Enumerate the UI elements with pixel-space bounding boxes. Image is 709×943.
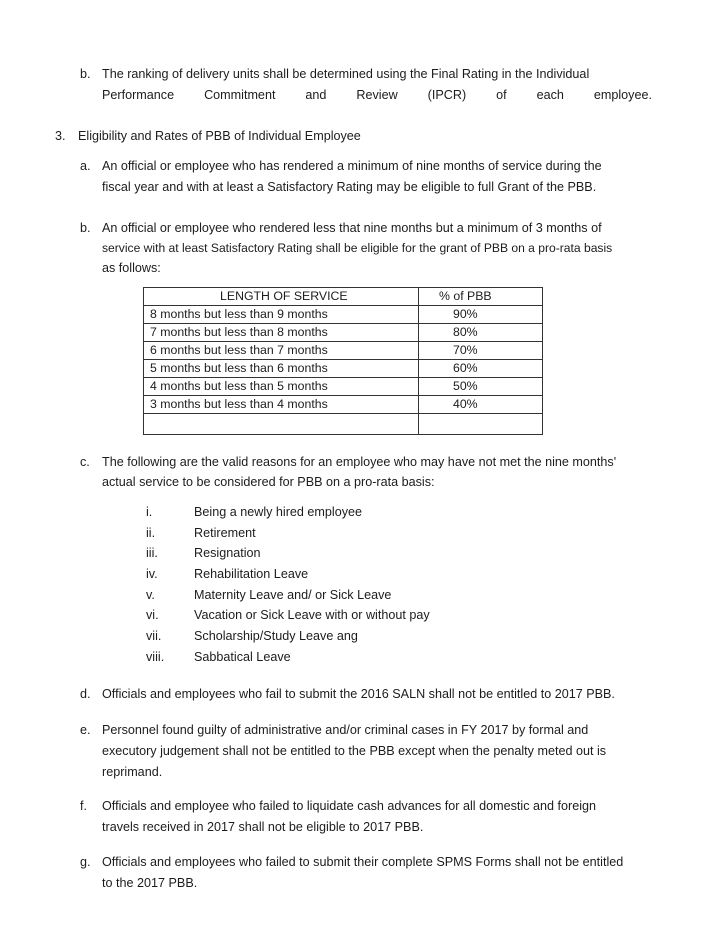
list-item-text: Sabbatical Leave xyxy=(194,649,291,664)
list-item-text: Being a newly hired employee xyxy=(194,505,363,519)
table-cell-length: 4 months but less than 5 months xyxy=(144,378,419,396)
list-item-number: i. xyxy=(146,505,153,519)
table-header-percent: % of PBB xyxy=(418,288,542,306)
list-item-number: vi. xyxy=(146,608,159,623)
para-d-line1: Officials and employees who fail to submit the 2016 SALN shall not be entitled to 2017 PBB. xyxy=(102,687,615,701)
para-g-line2: to the 2017 PBB. xyxy=(102,876,198,890)
table-cell-percent: 50% xyxy=(418,378,542,396)
para-d-label: d. xyxy=(80,687,91,701)
para-c-line2: actual service to be considered for PBB on a pro-rata basis: xyxy=(102,475,435,489)
para-b-label: b. xyxy=(80,221,91,235)
para-f-line2: travels received in 2017 shall not be eligible to 2017 PBB. xyxy=(102,820,424,834)
list-item-text: Resignation xyxy=(194,546,261,561)
list-item-text: Scholarship/Study Leave ang xyxy=(194,629,358,644)
para-e-line3: reprimand. xyxy=(102,765,163,779)
pbb-rate-table xyxy=(143,287,543,435)
table-empty-row xyxy=(144,414,543,435)
table-header-length: LENGTH OF SERVICE xyxy=(144,288,419,306)
table-empty-cell xyxy=(418,414,542,435)
para-a-line2: fiscal year and with at least a Satisfactory Rating may be eligible to full Grant of the PBB. xyxy=(102,180,597,194)
para-b-top-line2: Performance Commitment and Review (IPCR) of each employee. xyxy=(102,88,652,102)
list-item-number: ii. xyxy=(146,525,156,540)
para-f-line1: Officials and employee who failed to liquidate cash advances for all domestic and foreign xyxy=(102,799,597,813)
table-cell-percent: 40% xyxy=(418,396,542,414)
table-cell-length: 5 months but less than 6 months xyxy=(144,360,419,378)
list-item-number: viii. xyxy=(146,649,165,664)
para-b-line2: service with at least Satisfactory Rating shall be eligible for the grant of PBB on a pro-rata basis xyxy=(102,241,613,255)
table-header-row xyxy=(144,288,543,306)
table-cell-percent: 90% xyxy=(418,306,542,324)
para-a-line1: An official or employee who has rendered a minimum of nine months of service during the xyxy=(102,159,602,173)
list-item-number: v. xyxy=(146,587,155,602)
table-cell-percent: 60% xyxy=(418,360,542,378)
para-f-label: f. xyxy=(80,799,87,813)
para-e-line2: executory judgement shall not be entitled to the PBB except when the penalty meted out is xyxy=(102,744,607,758)
table-empty-cell xyxy=(144,414,419,435)
para-b-top-label: b. xyxy=(80,67,91,81)
table-cell-percent: 70% xyxy=(418,342,542,360)
table-cell-length: 7 months but less than 8 months xyxy=(144,324,419,342)
table-cell-length: 8 months but less than 9 months xyxy=(144,306,419,324)
para-g-line1: Officials and employees who failed to submit their complete SPMS Forms shall not be entitled xyxy=(102,855,624,869)
list-item-text: Retirement xyxy=(194,525,256,540)
list-item-number: iii. xyxy=(146,546,158,561)
para-e-label: e. xyxy=(80,723,91,737)
list-item-text: Rehabilitation Leave xyxy=(194,567,309,582)
list-item-number: vii. xyxy=(146,629,162,644)
table-row xyxy=(144,396,543,414)
table-cell-length: 6 months but less than 7 months xyxy=(144,342,419,360)
table-row xyxy=(144,360,543,378)
table-cell-length: 3 months but less than 4 months xyxy=(144,396,419,414)
para-b-line1: An official or employee who rendered less that nine months but a minimum of 3 months of xyxy=(102,221,602,235)
list-item-text: Vacation or Sick Leave with or without pay xyxy=(194,608,430,623)
para-c-line1: The following are the valid reasons for an employee who may have not met the nine months' xyxy=(102,455,617,469)
list-item-number: iv. xyxy=(146,567,158,582)
para-b-top-line1: The ranking of delivery units shall be determined using the Final Rating in the Individual xyxy=(102,67,590,81)
section-title: Eligibility and Rates of PBB of Individual Employee xyxy=(78,129,361,143)
para-b-line3: as follows: xyxy=(102,261,161,275)
table-cell-percent: 80% xyxy=(418,324,542,342)
para-e-line1: Personnel found guilty of administrative and/or criminal cases in FY 2017 by formal and xyxy=(102,723,589,737)
section-number: 3. xyxy=(55,129,66,143)
para-g-label: g. xyxy=(80,855,91,869)
para-c-label: c. xyxy=(80,455,90,469)
table-row xyxy=(144,342,543,360)
para-a-label: a. xyxy=(80,159,91,173)
table-row xyxy=(144,378,543,396)
table-row xyxy=(144,324,543,342)
table-row xyxy=(144,306,543,324)
list-item-text: Maternity Leave and/ or Sick Leave xyxy=(194,587,392,602)
